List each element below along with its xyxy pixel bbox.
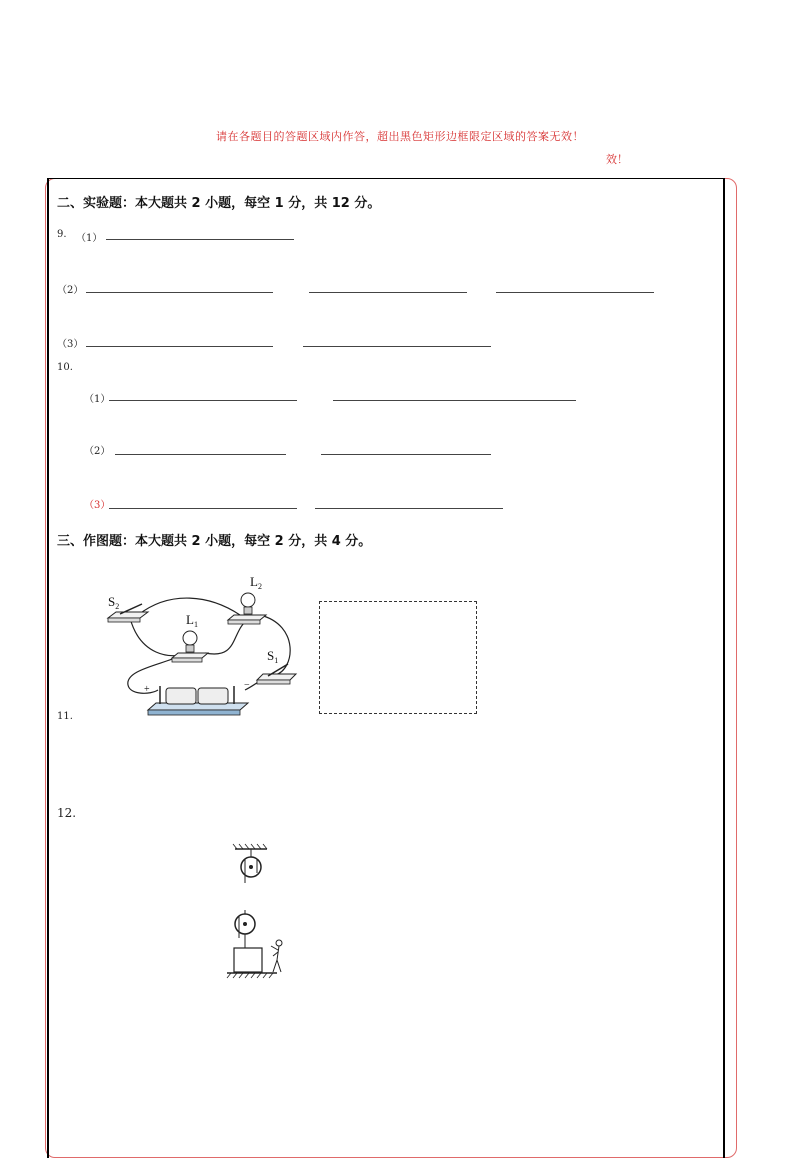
battery-minus-label: −: [244, 680, 250, 691]
lamp-l2-label: $L_2$: [250, 574, 262, 591]
section-3-heading: 三、作图题：本大题共 2 小题，每空 2 分，共 4 分。: [57, 534, 372, 549]
q9-part1-blank[interactable]: [106, 239, 294, 240]
section-2-heading: 二、实验题：本大题共 2 小题，每空 1 分，共 12 分。: [57, 196, 381, 211]
q10-part3-blank-1[interactable]: [109, 508, 297, 509]
question-10-number: 10.: [57, 362, 73, 373]
pulley-figure-2: [225, 908, 305, 983]
answer-area-notice: 请在各题目的答题区域内作答，超出黑色矩形边框限定区域的答案无效！: [216, 130, 584, 143]
q10-part2-label: （2）: [84, 446, 111, 457]
q10-part2-blank-2[interactable]: [321, 454, 491, 455]
q10-part1-blank-2[interactable]: [333, 400, 576, 401]
q9-part1-label: （1）: [76, 233, 103, 244]
switch-s1-label: $S_1$: [267, 648, 279, 665]
q10-part1-label: （1）: [84, 394, 111, 405]
question-11-number: 11.: [57, 711, 73, 722]
q10-part3-label: （3）: [84, 500, 111, 511]
q9-part3-blank-1[interactable]: [86, 346, 273, 347]
q10-part1-blank-1[interactable]: [109, 400, 297, 401]
switch-s2-label: $S_2$: [108, 594, 120, 611]
battery-plus-label: +: [144, 684, 150, 695]
q10-part2-blank-1[interactable]: [115, 454, 286, 455]
question-12-number: 12.: [57, 806, 77, 820]
circuit-diagram: [100, 570, 300, 720]
q10-part3-blank-2[interactable]: [315, 508, 503, 509]
question-9-number: 9.: [57, 229, 67, 240]
q9-part2-blank-3[interactable]: [496, 292, 654, 293]
circuit-drawing-box[interactable]: [319, 601, 477, 714]
lamp-l1-label: $L_1$: [186, 612, 198, 629]
q9-part2-blank-2[interactable]: [309, 292, 467, 293]
q9-part2-blank-1[interactable]: [86, 292, 273, 293]
answer-area-notice-continued: 效！: [606, 153, 628, 166]
q9-part3-label: （3）: [57, 339, 84, 350]
q9-part2-label: （2）: [57, 285, 84, 296]
pulley-figure-1: [231, 843, 271, 888]
q9-part3-blank-2[interactable]: [303, 346, 491, 347]
